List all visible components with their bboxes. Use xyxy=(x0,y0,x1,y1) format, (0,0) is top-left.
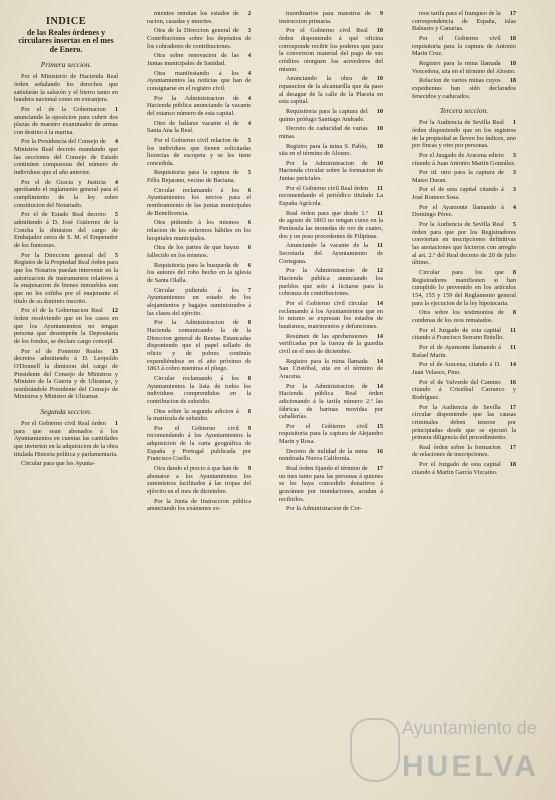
entry-text: Registro para la mina llamada San Cristóbal, sita en el término de Aracena. xyxy=(279,357,383,380)
entry-text: Por id. otro para la captura de Mateo Duran. xyxy=(412,169,504,184)
entry-page-number: 3 xyxy=(512,151,516,159)
index-entry xyxy=(147,408,251,423)
entry-page-number: 8 xyxy=(247,407,251,415)
index-entry xyxy=(147,187,251,218)
index-entry xyxy=(14,106,118,137)
entry-text: Por el de la Gobernacion anunciando la oposicion para cubrir dos plazas de maestro examinador de armas con destino á la marina. xyxy=(14,105,118,136)
entry-text: Por el de Gracia y Justicia aprobando el reglamento general para el cumplimiento de la ley sobre constitucion del Notariado. xyxy=(14,178,118,209)
entry-page-number: 16 xyxy=(376,447,383,455)
index-entry xyxy=(412,327,516,342)
section-heading: Segunda seccion. xyxy=(40,407,92,417)
entry-text: Registro para la mina S. Pablo, sita en el término de Alosno. xyxy=(279,142,368,158)
entry-page-number: 11 xyxy=(510,343,516,351)
entry-page-number: 4 xyxy=(247,119,251,127)
index-entry xyxy=(412,35,516,58)
index-entry xyxy=(412,221,516,267)
entry-page-number: 8 xyxy=(512,309,516,317)
entry-page-number: 10 xyxy=(376,75,383,83)
entry-text: Decreto de caducidad de varias minas. xyxy=(279,125,368,140)
entry-page-number: 8 xyxy=(512,269,516,277)
column-1 xyxy=(14,10,118,470)
entry-text: Por la Administracion de Hacienda pública Real órden adicionando á la tarifa número 2.º las fábricas de harinas movidas por caballerías. xyxy=(279,382,383,421)
entry-text: Circular reclamando á los Ayuntamientos la lista de todos los individuos comprendidos en la contribucion de subsidio. xyxy=(147,374,251,405)
column-4 xyxy=(412,10,516,478)
index-entry xyxy=(279,505,383,513)
entry-page-number: 14 xyxy=(376,357,383,365)
index-entry xyxy=(412,169,516,184)
entry-page-number: 14 xyxy=(376,299,383,307)
entry-text: Otra manifestando á los Ayuntamientos las noticias que han de consignarse en el registro civil. xyxy=(147,69,251,92)
entry-page-number: 10 xyxy=(376,27,383,35)
entry-text: Circular para que los Ayunta- xyxy=(21,460,95,468)
entry-page-number: 10 xyxy=(376,107,383,115)
column-4-body xyxy=(412,10,516,476)
column-3 xyxy=(279,10,383,515)
index-entry xyxy=(279,300,383,331)
index-entry xyxy=(14,348,118,402)
index-entry xyxy=(14,138,118,176)
entry-page-number: 9 xyxy=(247,465,251,473)
entry-page-number: 1 xyxy=(114,420,118,428)
entry-text: Por el Juzgado de Aracena edicto citando á Juan Antonio Martin González. xyxy=(412,151,516,167)
entry-text: Por el Juzgado de esta capital citando á Martin García Vizcaino. xyxy=(412,461,501,476)
index-entry xyxy=(147,465,251,496)
entry-text: Anunciando la vacante de la Secretaría del Ayuntamiento de Cortegana. xyxy=(279,242,383,265)
entry-text: Por el Gobierno civil Real órden disponiendo á qué oficina corresponde recibir los poderes que para la conversion material del pago de sus créditos otorguen los acreedores del mismo. xyxy=(279,27,383,73)
entry-text: Requisitoria para la busqueda de los autores del robo hecho en la iglesia de Santa Olalla. xyxy=(147,261,251,284)
entry-page-number: 14 xyxy=(376,332,383,340)
index-entry xyxy=(279,242,383,265)
entry-text: Por el Ministerio de Hacienda Real órden señalando los derechos que satisfarán la salazón y el bierro tanto en bandera nacional como en extranjera. xyxy=(14,73,118,104)
entry-page-number: 4 xyxy=(247,69,251,77)
index-entry xyxy=(147,120,251,135)
entry-text: Por el de esta capital citando á José Romero Sosa. xyxy=(412,186,504,202)
entry-text: Por el Gobierno civil circular reclamando á los Ayuntamientos que en lo mismo se expresan los estados de bautismos, matrimonios y defunciones. xyxy=(279,299,383,330)
entry-page-number: 6 xyxy=(247,244,251,252)
entry-page-number: 8 xyxy=(247,319,251,327)
entry-page-number: 11 xyxy=(377,242,383,250)
column-2-body xyxy=(147,10,251,513)
index-entry xyxy=(14,307,118,345)
entry-page-number: 3 xyxy=(512,169,516,177)
index-entry xyxy=(279,333,383,356)
entry-page-number: 12 xyxy=(111,307,118,315)
index-entry xyxy=(14,252,118,306)
index-entry xyxy=(412,269,516,307)
entry-text: Por la Junta de Instruccion pública anunciando los exámenes ex- xyxy=(147,497,251,513)
index-entry xyxy=(14,179,118,210)
entry-text: Otra de la Direccion general de Contribuciones sobre los depósitos de los cobradores de contribuciones. xyxy=(147,27,251,50)
entry-page-number: 5 xyxy=(247,169,251,177)
index-entry xyxy=(412,344,516,359)
entry-text: Anunciando la obra de reparacion de la alcantarilla que da paso al desague de la calle de la Placeta en esta capital. xyxy=(279,75,383,106)
entry-page-number: 4 xyxy=(247,52,251,60)
entry-text: Circular pidiendo á los Ayuntamientos un estado de los alojamientos y bagajes suministrados á las clases del ejército. xyxy=(147,286,251,317)
entry-text: Por el Gobierno civil relacion de los individuos que tienen solicitadas licencias de escopeta y se les tiene concedida. xyxy=(147,136,251,167)
index-entry xyxy=(279,267,383,298)
entry-page-number: 3 xyxy=(247,27,251,35)
entry-page-number: 12 xyxy=(376,267,383,275)
entry-text: traordinarios para maestros de instruccion primaria. xyxy=(279,10,371,25)
entry-text: Requisitoria para la captura del quinto prófugo Santiago Andrade. xyxy=(279,107,368,123)
entry-page-number: 9 xyxy=(247,424,251,432)
coat-of-arms-icon xyxy=(350,718,400,782)
entry-page-number: 1 xyxy=(114,105,118,113)
entry-text: Por el de Aracena, citando á D. Juan Velasco, Pino. xyxy=(412,361,501,376)
index-entry xyxy=(412,60,516,75)
entry-page-number: 11 xyxy=(377,209,383,217)
entry-page-number: 10 xyxy=(376,142,383,150)
entry-text: Por la Presidencia del Consejo de Ministros Real decreto mandando que las secciones del Consejo de Estado continúen compuestas del número de individuos que el año anterior. xyxy=(14,138,118,177)
entry-text: Otra sobre los testimonios de condenas de los reos rematados. xyxy=(412,309,504,324)
index-entry xyxy=(279,210,383,241)
entry-text: mientos remitan los estados de racion, casadas y muertes. xyxy=(147,10,239,25)
entry-text: Por el de Ayamonte llamando á Rafael Marin. xyxy=(412,343,502,359)
entry-text: Por la Administracion de Hacienda circular sobre la formacion de Juntas periciales. xyxy=(279,159,383,183)
index-entry xyxy=(279,383,383,421)
index-entry xyxy=(412,204,516,219)
entry-page-number: 17 xyxy=(509,10,516,17)
entry-text: Por la Administracion de Hacienda pública anunciando los pueblos que solo á licitarse para la cobranza de contribuciones. xyxy=(279,267,383,298)
entry-page-number: 1 xyxy=(512,119,516,127)
entry-text: Otra de los partes de que hayan fallecido en los mismos. xyxy=(147,244,239,260)
entry-text: Registro para la mina llamada Vencedora, sita en el término del Alosno. xyxy=(412,59,516,75)
index-entry xyxy=(147,27,251,50)
index-entry xyxy=(412,461,516,476)
entry-text: Otra sobre la segunda adicion á la matrícula de subsidio. xyxy=(147,407,239,423)
entry-page-number: 4 xyxy=(114,138,118,146)
index-entry xyxy=(147,319,251,373)
watermark-line-3: HUELVA xyxy=(402,750,539,783)
index-entry xyxy=(14,460,118,468)
entry-text: Por el de Fomento Reales decretos admitiendo á D. Leopoldo O'Donnell la dimision del cargo de Presidente del Consejo de Ministros y Ministro de la Guerra y de Ultramar, y nombrándole Presidente del Consejo de Ministros y Ministro de Ultramar. xyxy=(14,347,118,401)
index-entry xyxy=(412,361,516,376)
index-entry xyxy=(147,219,251,242)
index-entry xyxy=(412,379,516,402)
entry-page-number: 14 xyxy=(376,382,383,390)
entry-text: Por la Audiencia de Sevilla Real órden disponiendo que en los registros de la propiedad se lleven los índices, uno por fincas y otro por personas. xyxy=(412,119,516,150)
entry-page-number: 6 xyxy=(247,186,251,194)
entry-page-number: 5 xyxy=(247,136,251,144)
entry-text: Por el Gobierno civil requisitoria para la captura de Antonio Marin Cruz. xyxy=(412,34,516,58)
index-entry xyxy=(147,287,251,318)
entry-text: Por la Administracion de Hacienda comunicando la de la Direccion general de Rentas Estancadas disponiendo que el papel sellado de oficio y de pobres continúe expendiéndose en el año próximo de 1863 á cobro mientras el pliego. xyxy=(147,319,251,373)
index-entry xyxy=(147,10,251,25)
index-entry xyxy=(14,211,118,249)
entry-page-number: 7 xyxy=(247,286,251,294)
entry-text: Otra dando el precio á que han de abonarse a los Ayuntamientos los suministros facilitados á las tropas del ejército en el mes de diciembre. xyxy=(147,465,251,496)
entry-text: Circular para los que Registradores manifiesten si han cumplido lo prevenido en los artículos 154, 155 y 159 del Reglamento general para la ejecucion de la ley hipotecaria. xyxy=(412,269,516,307)
entry-text: Por la Audiencia de Sevilla Real órden para que por los Registradores conviertan en inscripciones definitivas las anotaciones que hicieron con arreglo al art. 2.º del Real decreto de 20 de julio último. xyxy=(412,221,516,267)
index-entry xyxy=(279,358,383,381)
index-entry xyxy=(147,52,251,67)
entry-text: Otra pidiendo á los mismos relacion de los enfermos hábiles en los hospitales municipales. xyxy=(147,219,251,242)
entry-page-number: 18 xyxy=(509,77,516,85)
index-entry xyxy=(147,169,251,184)
index-entry xyxy=(412,152,516,167)
entry-text: Por el de Valverde del Camino citando á Cristóbal Carranco y Rodríguez. xyxy=(412,378,516,401)
index-entry xyxy=(147,244,251,259)
index-entry xyxy=(147,375,251,406)
index-entry xyxy=(279,125,383,140)
entry-page-number: 18 xyxy=(509,461,516,469)
column-3-body xyxy=(279,10,383,513)
entry-text: Por el de Estado Real decreto admitiendo á D. José Gutierrez de la Concha la dimision del cargo de Embajador cerca de S. M. el Emperador de los franceses. xyxy=(14,211,118,249)
entry-text: Por el Ayamonte llamando á Domingo Pérez. xyxy=(412,203,504,219)
entry-page-number: 9 xyxy=(379,10,383,17)
index-entry xyxy=(412,10,516,33)
entry-page-number: 3 xyxy=(512,186,516,194)
index-entry xyxy=(279,27,383,73)
entry-page-number: 4 xyxy=(512,203,516,211)
entry-page-number: 11 xyxy=(377,184,383,192)
index-entry xyxy=(279,10,383,25)
index-subtitle: de las Reales órdenes y circulares insertas en el mes de Enero. xyxy=(18,28,114,54)
archive-watermark xyxy=(350,712,545,792)
index-entry xyxy=(279,160,383,183)
section-heading: Tercera seccion. xyxy=(439,106,489,116)
entry-page-number: 10 xyxy=(376,159,383,167)
entry-page-number: 5 xyxy=(114,211,118,219)
index-title: INDICE xyxy=(45,16,87,27)
entry-page-number: 17 xyxy=(509,403,516,411)
index-entry xyxy=(279,465,383,503)
entry-page-number: 6 xyxy=(247,261,251,269)
index-entry xyxy=(279,75,383,106)
entry-page-number: 18 xyxy=(509,59,516,67)
entry-page-number: 15 xyxy=(376,422,383,430)
entry-text: Otra sobre renovacion de las Juntas municipales de Sanidad. xyxy=(147,52,239,67)
index-entry xyxy=(412,309,516,324)
entry-text: Real órden fijando el término de un mes tanto para las personas á quienes se les haya concedido donativos á gravámen por inundaciones, acudan á recibirlos. xyxy=(279,465,383,503)
index-entry xyxy=(279,143,383,158)
index-entry xyxy=(412,404,516,442)
entry-text: Requisitoria para la captura de Félix Bejarano, vecino de Baciana. xyxy=(147,169,239,185)
index-entry xyxy=(279,423,383,446)
entry-page-number: 11 xyxy=(510,326,516,334)
entry-page-number: 8 xyxy=(247,374,251,382)
index-entry xyxy=(279,448,383,463)
entry-page-number: 13 xyxy=(111,347,118,355)
index-entry xyxy=(147,95,251,118)
entry-text: Por la Administracion de Hacienda pública anunciando la vacante del estanco número de esta capital. xyxy=(147,94,251,117)
index-entry xyxy=(14,420,118,458)
index-entry xyxy=(279,185,383,208)
entry-text: Real órden para que desde 1.º de agosto de 1863 no tengan curso en la Península las monedas de oro de cuatro, dos y un peso procedentes de Filipinas. xyxy=(279,209,383,240)
entry-text: Relacion de varios minas cuyos expedientes han sido declarados fenecidos y caducados. xyxy=(412,77,516,100)
index-entry xyxy=(412,186,516,201)
entry-page-number: 4 xyxy=(114,178,118,186)
column-2 xyxy=(147,10,251,515)
entry-page-number: 14 xyxy=(509,361,516,369)
index-entry xyxy=(147,425,251,463)
index-entry xyxy=(147,70,251,93)
entry-text: Decreto de nulidad de la mina nombrada Nueva California. xyxy=(279,447,368,463)
entry-text: Por el de la Gobernacion Real órden resolviendo que en los casos en que los Ayuntamientos no tengan persona que desempeñe la Depositaría de los fondos, se declare cargo concejil. xyxy=(14,307,118,345)
entry-text: Real órden sobre la formacion de relaciones de inscripciones. xyxy=(412,443,501,459)
entry-text: Por la Audiencia de Sevilla circular disponiendo que las causas criminales deben tenerse por principiadas desde que se ejecutó la primera diligencia del procedimiento. xyxy=(412,403,516,442)
entry-page-number: 10 xyxy=(376,125,383,133)
index-entry xyxy=(14,73,118,104)
index-entry xyxy=(412,77,516,100)
entry-page-number: 17 xyxy=(509,443,516,451)
entry-text: Por el Gobierno civil Real órden para que sean abonados á los Ayuntamientos en cuentas las cantidades que invierten en la adquisicion de la obra titulada Historia política y parlamentaria. xyxy=(14,420,118,458)
entry-page-number: 17 xyxy=(376,465,383,473)
entry-text: reos tarifa para el franqueo de la correspondencia de España, islas Baleares y Canarias. xyxy=(412,10,516,33)
entry-text: Circular reclamando á los Ayuntamientos los tercios para el nombramiento de las juntas municipales de Beneficencia. xyxy=(147,186,251,217)
entry-text: Resúmen de las aprehensiones verificadas por la fuerza de la guardia civil en el mes de diciembre. xyxy=(279,332,383,355)
entry-page-number: 5 xyxy=(114,251,118,259)
entry-text: Otro de hallarse vacante el de Santa Ana la Real. xyxy=(147,119,239,135)
entry-text: Por el Gobierno civil requisitoria para la captura de Alejandro Marin y Rosa. xyxy=(279,422,383,446)
entry-page-number: 2 xyxy=(247,10,251,17)
index-entry xyxy=(147,262,251,285)
index-entry xyxy=(412,444,516,459)
index-entry xyxy=(412,119,516,150)
entry-page-number: 18 xyxy=(509,34,516,42)
entry-page-number: 16 xyxy=(509,378,516,386)
index-entry xyxy=(279,108,383,123)
index-entry xyxy=(147,498,251,513)
entry-page-number: 6 xyxy=(247,219,251,227)
entry-text: Por la Administracion de Cor- xyxy=(286,505,362,513)
entry-text: Por el Gobierno civil Real órden recomendando el periódico titulado La España Agrícola. xyxy=(279,184,383,208)
entry-text: Por el Juzgado de esta capital citando á Francisco Serrano Botello. xyxy=(412,326,504,342)
section-heading: Primera seccion. xyxy=(40,60,92,70)
entry-text: Por la Direccion general del Registro de la Propiedad Real órden para que los Notarios puedan intervenir en la autorizacion de instrumentos relativos á la enajenacion de bienes inmuebles aun que no les exhiba por el enajenante el título de su dominio inscrito. xyxy=(14,251,118,305)
watermark-line-1: Ayuntamiento de xyxy=(402,718,537,738)
index-entry xyxy=(147,137,251,168)
entry-page-number: 4 xyxy=(247,94,251,102)
column-1-body xyxy=(14,60,118,468)
entry-text: Por el Gobierno civil recomendando á los Ayuntamientos la adquisicion de la carta geográfica de España y Portugal publicada por Francisco Coello. xyxy=(147,424,251,463)
entry-page-number: 5 xyxy=(512,221,516,229)
